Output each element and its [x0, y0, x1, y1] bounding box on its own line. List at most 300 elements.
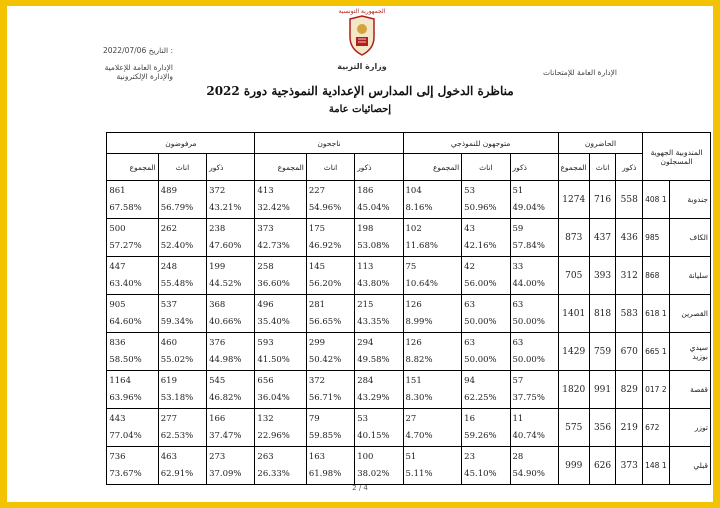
passed-total-cell — [255, 295, 306, 333]
passed-females-cell-count: 163 — [308, 451, 326, 462]
failed-females-header: اناث — [158, 154, 206, 181]
registered-cell: 1 618 — [643, 295, 670, 333]
qualified-females-cell-count: 94 — [464, 375, 475, 386]
present-females-cell: 626 — [589, 447, 616, 485]
qualified-total-cell-count: 126 — [405, 299, 422, 310]
region-cell: قبلي — [669, 447, 710, 485]
failed-females-cell — [158, 219, 206, 257]
qualified-females-cell — [462, 333, 510, 371]
failed-males-cell-percent: 37.47% — [209, 430, 242, 441]
present-total-cell: 999 — [558, 447, 589, 485]
passed-total-cell-count: 413 — [257, 185, 274, 196]
passed-total-cell-percent: 35.40% — [257, 316, 290, 327]
failed-total-cell-percent: 67.58% — [109, 202, 142, 213]
passed-females-cell-count: 281 — [308, 299, 326, 310]
present-males-cell: 219 — [616, 409, 643, 447]
present-total-header: المجموع — [558, 154, 589, 181]
passed-total-cell — [255, 333, 306, 371]
table-row — [27, 409, 711, 447]
failed-females-cell-count: 619 — [160, 375, 177, 386]
passed-females-cell — [306, 409, 354, 447]
qualified-males-cell-percent: 50.00% — [512, 354, 545, 365]
emblem-icon — [346, 15, 378, 57]
passed-females-cell-percent: 54.96% — [308, 202, 342, 213]
failed-males-cell-count: 273 — [209, 451, 226, 462]
passed-males-cell-percent: 53.08% — [357, 240, 390, 251]
present-males-cell: 436 — [616, 219, 643, 257]
failed-females-cell — [158, 447, 206, 485]
passed-females-cell — [306, 181, 354, 219]
failed-males-cell — [207, 409, 255, 447]
registered-cell: 672 — [643, 409, 670, 447]
qualified-males-cell-percent: 54.90% — [512, 468, 545, 479]
failed-total-cell — [107, 409, 158, 447]
passed-total-header: المجموع — [255, 154, 306, 181]
present-females-cell: 818 — [589, 295, 616, 333]
failed-total-cell-count: 447 — [109, 261, 126, 272]
region-cell: القصرين — [669, 295, 710, 333]
failed-males-cell-count: 238 — [209, 223, 226, 234]
failed-males-cell-percent: 47.60% — [209, 240, 242, 251]
left-line-1: الإدارة العامة للإعلامية — [104, 62, 173, 72]
table-sub-header — [27, 154, 711, 181]
passed-males-cell-percent: 45.04% — [357, 202, 390, 213]
failed-total-header: المجموع — [107, 154, 158, 181]
failed-total-cell-percent: 63.96% — [109, 392, 142, 403]
present-males-cell: 583 — [616, 295, 643, 333]
passed-total-cell-count: 496 — [257, 299, 274, 310]
passed-males-cell — [355, 371, 403, 409]
qualified-males-cell — [510, 295, 558, 333]
failed-females-cell-count: 463 — [160, 451, 177, 462]
failed-total-cell — [107, 371, 158, 409]
qualified-males-cell — [510, 447, 558, 485]
qualified-total-cell-percent: 4.70% — [405, 430, 433, 441]
failed-total-cell-count: 1164 — [109, 375, 131, 386]
qualified-males-cell-count: 51 — [512, 185, 524, 196]
present-females-cell: 759 — [589, 333, 616, 371]
qualified-total-cell — [403, 295, 462, 333]
header-right-line: الإدارة العامة للإمتحانات — [542, 68, 617, 77]
present-females-cell: 356 — [589, 409, 616, 447]
passed-total-cell — [255, 371, 306, 409]
passed-total-cell-percent: 32.42% — [257, 202, 290, 213]
qualified-males-cell-percent: 37.75% — [512, 392, 545, 403]
qualified-males-cell-count: 28 — [512, 451, 524, 462]
qualified-males-cell — [510, 219, 558, 257]
present-females-cell: 716 — [589, 181, 616, 219]
qualified-males-header: ذكور — [510, 154, 558, 181]
passed-males-cell-percent: 43.80% — [357, 278, 390, 289]
present-total-cell: 873 — [558, 219, 589, 257]
qualified-females-cell-percent: 45.10% — [464, 468, 497, 479]
failed-males-cell — [207, 371, 255, 409]
registered-cell: 985 — [643, 219, 670, 257]
passed-total-cell-count: 263 — [257, 451, 274, 462]
table-row — [27, 333, 711, 371]
qualified-females-cell-count: 63 — [464, 337, 475, 348]
registered-cell: 2 017 — [643, 371, 670, 409]
failed-females-cell-count: 489 — [160, 185, 177, 196]
qualified-females-cell — [462, 181, 510, 219]
passed-females-cell-percent: 61.98% — [308, 468, 342, 479]
qualified-total-cell — [403, 333, 462, 371]
passed-total-cell-count: 258 — [257, 261, 274, 272]
passed-males-cell-count: 215 — [357, 299, 374, 310]
passed-females-header: اناث — [306, 154, 354, 181]
qualified-females-cell-percent: 50.96% — [464, 202, 497, 213]
present-males-cell: 558 — [616, 181, 643, 219]
passed-females-cell — [306, 371, 354, 409]
qualified-males-cell-count: 11 — [512, 413, 524, 424]
passed-total-cell-percent: 26.33% — [257, 468, 290, 479]
present-females-cell: 991 — [589, 371, 616, 409]
failed-total-cell-count: 443 — [109, 413, 126, 424]
passed-total-cell-percent: 42.73% — [257, 240, 290, 251]
present-males-cell: 312 — [616, 257, 643, 295]
present-females-header: اناث — [589, 154, 616, 181]
passed-females-cell-percent: 56.71% — [308, 392, 342, 403]
qualified-males-cell — [510, 333, 558, 371]
passed-females-cell — [306, 219, 354, 257]
passed-females-cell-percent: 59.85% — [308, 430, 342, 441]
present-total-cell: 1401 — [558, 295, 589, 333]
present-total-cell: 1820 — [558, 371, 589, 409]
failed-females-cell-percent: 55.02% — [160, 354, 194, 365]
failed-total-cell — [107, 219, 158, 257]
date-line — [23, 46, 173, 56]
qualified-males-cell-percent: 40.74% — [512, 430, 545, 441]
qualified-females-cell — [462, 257, 510, 295]
passed-total-cell-percent: 22.96% — [257, 430, 290, 441]
passed-females-cell-count: 145 — [308, 261, 326, 272]
qualified-total-cell — [403, 257, 462, 295]
qualified-total-cell-count: 126 — [405, 337, 422, 348]
table-row — [27, 371, 711, 409]
qualified-females-cell-count: 42 — [464, 261, 475, 272]
qualified-total-cell — [403, 219, 462, 257]
passed-total-cell — [255, 447, 306, 485]
present-males-cell: 670 — [616, 333, 643, 371]
qualified-females-cell-percent: 59.26% — [464, 430, 497, 441]
failed-females-cell-percent: 56.79% — [160, 202, 194, 213]
date-label: التاريخ : — [148, 46, 173, 55]
registered-cell: 1 148 — [643, 447, 670, 485]
region-cell: قفصة — [669, 371, 710, 409]
failed-total-cell-count: 861 — [109, 185, 126, 196]
failed-females-cell-percent: 53.18% — [160, 392, 194, 403]
qualified-females-cell-count: 43 — [464, 223, 475, 234]
passed-females-cell-percent: 56.20% — [308, 278, 342, 289]
qualified-total-cell-percent: 8.30% — [405, 392, 433, 403]
passed-males-cell-count: 198 — [357, 223, 374, 234]
region-cell: الكاف — [669, 219, 710, 257]
failed-males-cell-count: 545 — [209, 375, 226, 386]
passed-total-cell-count: 656 — [257, 375, 274, 386]
present-females-cell: 437 — [589, 219, 616, 257]
qualified-total-cell-count: 104 — [405, 185, 422, 196]
passed-females-cell-percent: 46.92% — [308, 240, 342, 251]
passed-males-cell-count: 53 — [357, 413, 369, 424]
present-total-cell: 1274 — [558, 181, 589, 219]
passed-females-cell-percent: 56.65% — [308, 316, 342, 327]
emblem-top-text: الجمهورية التونسية — [338, 8, 386, 15]
table-row — [27, 257, 711, 295]
passed-males-cell — [355, 219, 403, 257]
passed-total-cell-count: 373 — [257, 223, 274, 234]
failed-total-cell — [107, 295, 158, 333]
present-total-cell: 1429 — [558, 333, 589, 371]
failed-total-cell-percent: 63.40% — [109, 278, 142, 289]
qualified-males-cell-percent: 57.84% — [512, 240, 545, 251]
failed-total-cell-percent: 64.60% — [109, 316, 142, 327]
qualified-males-cell-count: 33 — [512, 261, 524, 272]
failed-females-cell-percent: 59.34% — [160, 316, 194, 327]
passed-total-cell-percent: 36.60% — [257, 278, 290, 289]
qualified-total-cell-percent: 8.16% — [405, 202, 433, 213]
qualified-males-cell — [510, 257, 558, 295]
qualified-header: متوجهون للنموذجي — [403, 133, 558, 154]
failed-males-header: ذكور — [207, 154, 255, 181]
passed-females-cell — [306, 333, 354, 371]
failed-females-cell — [158, 371, 206, 409]
passed-females-cell-count: 372 — [308, 375, 326, 386]
qualified-total-cell-count: 102 — [405, 223, 422, 234]
qualified-females-cell-percent: 56.00% — [464, 278, 497, 289]
passed-males-cell-count: 186 — [357, 185, 374, 196]
passed-males-cell — [355, 447, 403, 485]
passed-males-cell-count: 100 — [357, 451, 374, 462]
ministry-emblem — [337, 8, 387, 78]
present-females-cell: 393 — [589, 257, 616, 295]
failed-total-cell-percent: 77.04% — [109, 430, 142, 441]
table-group-header — [27, 133, 711, 154]
document-page — [7, 6, 713, 502]
qualified-total-cell-percent: 11.68% — [405, 240, 438, 251]
region-cell: سيدي بوزيد — [669, 333, 710, 371]
region-cell: جندوبة — [669, 181, 710, 219]
failed-males-cell-count: 376 — [209, 337, 226, 348]
passed-males-cell-percent: 49.58% — [357, 354, 390, 365]
failed-total-cell-count: 836 — [109, 337, 126, 348]
qualified-males-cell — [510, 371, 558, 409]
qualified-females-cell-count: 23 — [464, 451, 475, 462]
qualified-total-cell-percent: 8.82% — [405, 354, 433, 365]
registered-cell: 1 408 — [643, 181, 670, 219]
failed-total-cell-percent: 57.27% — [109, 240, 142, 251]
failed-females-cell-percent: 52.40% — [160, 240, 194, 251]
failed-males-cell-count: 372 — [209, 185, 226, 196]
qualified-females-cell-count: 63 — [464, 299, 475, 310]
qualified-total-cell-count: 75 — [405, 261, 417, 272]
passed-total-cell-count: 132 — [257, 413, 274, 424]
failed-males-cell — [207, 181, 255, 219]
failed-females-cell-percent: 62.53% — [160, 430, 194, 441]
failed-total-cell — [107, 257, 158, 295]
document-subtitle: إحصائيات عامة — [328, 104, 392, 115]
failed-males-cell-percent: 37.09% — [209, 468, 242, 479]
failed-males-cell — [207, 447, 255, 485]
passed-females-cell-count: 227 — [308, 185, 326, 196]
passed-total-cell — [255, 219, 306, 257]
qualified-total-cell-count: 151 — [405, 375, 422, 386]
present-males-cell: 829 — [616, 371, 643, 409]
passed-males-cell-count: 284 — [357, 375, 374, 386]
qualified-females-cell — [462, 447, 510, 485]
table-row — [27, 181, 711, 219]
failed-males-cell-count: 199 — [209, 261, 226, 272]
passed-total-cell — [255, 257, 306, 295]
failed-females-cell-count: 460 — [160, 337, 177, 348]
passed-females-cell-count: 79 — [308, 413, 320, 424]
passed-males-cell — [355, 295, 403, 333]
qualified-females-cell-percent: 50.00% — [464, 354, 497, 365]
passed-males-cell — [355, 257, 403, 295]
qualified-females-cell-percent: 42.16% — [464, 240, 497, 251]
failed-females-cell — [158, 257, 206, 295]
passed-total-cell — [255, 409, 306, 447]
failed-males-cell — [207, 295, 255, 333]
registered-cell: 1 665 — [643, 333, 670, 371]
qualified-males-cell-count: 63 — [512, 299, 524, 310]
qualified-total-cell — [403, 181, 462, 219]
passed-total-cell-percent: 41.50% — [257, 354, 290, 365]
failed-total-cell-percent: 73.67% — [109, 468, 142, 479]
qualified-females-cell-count: 16 — [464, 413, 475, 424]
region-cell: سليانة — [669, 257, 710, 295]
qualified-females-cell — [462, 409, 510, 447]
passed-males-cell — [355, 409, 403, 447]
passed-females-cell-count: 175 — [308, 223, 326, 234]
failed-males-cell-count: 166 — [209, 413, 226, 424]
region-cell: توزر — [669, 409, 710, 447]
passed-males-cell-percent: 40.15% — [357, 430, 390, 441]
qualified-males-cell-percent: 49.04% — [512, 202, 545, 213]
passed-females-cell-count: 299 — [308, 337, 326, 348]
passed-males-cell-percent: 38.02% — [357, 468, 390, 479]
passed-males-cell-percent: 43.35% — [357, 316, 390, 327]
failed-males-cell — [207, 333, 255, 371]
qualified-males-cell-percent: 44.00% — [512, 278, 545, 289]
qualified-females-cell-count: 53 — [464, 185, 475, 196]
failed-total-cell — [107, 181, 158, 219]
passed-total-cell — [255, 181, 306, 219]
qualified-males-cell — [510, 181, 558, 219]
failed-females-cell-count: 537 — [160, 299, 177, 310]
failed-males-cell-percent: 44.52% — [209, 278, 242, 289]
qualified-males-cell-count: 59 — [512, 223, 524, 234]
failed-males-cell-percent: 43.21% — [209, 202, 242, 213]
passed-males-header: ذكور — [355, 154, 403, 181]
passed-females-cell — [306, 447, 354, 485]
failed-females-cell — [158, 181, 206, 219]
region-registered-header — [643, 133, 711, 181]
statistics-table — [26, 132, 711, 485]
document-title: مناظرة الدخول إلى المدارس الإعدادية النموذجية دورة 2022 — [206, 84, 514, 98]
failed-females-cell — [158, 409, 206, 447]
present-total-cell: 575 — [558, 409, 589, 447]
passed-males-cell-count: 113 — [357, 261, 374, 272]
registered-header: المسجلون — [660, 156, 693, 166]
qualified-males-cell — [510, 409, 558, 447]
failed-females-cell-percent: 55.48% — [160, 278, 194, 289]
qualified-females-cell-percent: 50.00% — [464, 316, 497, 327]
failed-males-cell-percent: 40.66% — [209, 316, 242, 327]
failed-header: مرفوضون — [107, 133, 255, 154]
qualified-females-cell — [462, 219, 510, 257]
passed-total-cell-percent: 36.04% — [257, 392, 290, 403]
failed-females-cell-count: 262 — [160, 223, 177, 234]
passed-header: ناجحون — [255, 133, 403, 154]
table-row — [27, 219, 711, 257]
failed-females-cell — [158, 295, 206, 333]
qualified-total-cell-percent: 8.99% — [405, 316, 433, 327]
table-row — [27, 295, 711, 333]
passed-males-cell-count: 294 — [357, 337, 374, 348]
page-number: 2 / 4 — [352, 484, 368, 492]
qualified-total-cell-count: 51 — [405, 451, 417, 462]
failed-females-cell-percent: 62.91% — [160, 468, 194, 479]
passed-males-cell — [355, 333, 403, 371]
passed-total-cell-count: 593 — [257, 337, 274, 348]
qualified-total-cell — [403, 409, 462, 447]
qualified-males-cell-count: 63 — [512, 337, 524, 348]
qualified-total-cell — [403, 447, 462, 485]
failed-total-cell-percent: 58.50% — [109, 354, 142, 365]
qualified-total-header: المجموع — [403, 154, 462, 181]
passed-males-cell-percent: 43.29% — [357, 392, 390, 403]
qualified-total-cell-count: 27 — [405, 413, 417, 424]
passed-males-cell — [355, 181, 403, 219]
left-line-2: والإدارة الإلكترونية — [116, 72, 173, 81]
failed-males-cell-percent: 44.98% — [209, 354, 242, 365]
present-header: الحاضرون — [558, 133, 642, 154]
failed-females-cell — [158, 333, 206, 371]
passed-females-cell — [306, 295, 354, 333]
qualified-females-cell-percent: 62.25% — [464, 392, 497, 403]
qualified-total-cell-percent: 5.11% — [405, 468, 433, 479]
qualified-total-cell-percent: 10.64% — [405, 278, 438, 289]
header-left — [23, 46, 173, 82]
failed-females-cell-count: 248 — [160, 261, 177, 272]
present-males-header: ذكور — [616, 154, 643, 181]
ministry-name: وزارة التربية — [337, 62, 387, 71]
region-header: المندوبية الجهوية — [650, 147, 703, 157]
failed-total-cell-count: 736 — [109, 451, 126, 462]
failed-males-cell-percent: 46.82% — [209, 392, 242, 403]
table-row — [27, 447, 711, 485]
qualified-females-header: اناث — [462, 154, 510, 181]
failed-total-cell-count: 500 — [109, 223, 126, 234]
date-value: 2022/07/06 — [102, 46, 147, 55]
failed-females-cell-count: 277 — [160, 413, 177, 424]
present-males-cell: 373 — [616, 447, 643, 485]
qualified-females-cell — [462, 371, 510, 409]
qualified-females-cell — [462, 295, 510, 333]
failed-total-cell — [107, 447, 158, 485]
qualified-total-cell — [403, 371, 462, 409]
registered-cell: 868 — [643, 257, 670, 295]
qualified-males-cell-count: 57 — [512, 375, 524, 386]
failed-males-cell-count: 368 — [209, 299, 226, 310]
passed-females-cell — [306, 257, 354, 295]
passed-females-cell-percent: 50.42% — [308, 354, 342, 365]
failed-males-cell — [207, 219, 255, 257]
failed-total-cell-count: 905 — [109, 299, 126, 310]
failed-males-cell — [207, 257, 255, 295]
failed-total-cell — [107, 333, 158, 371]
qualified-males-cell-percent: 50.00% — [512, 316, 545, 327]
